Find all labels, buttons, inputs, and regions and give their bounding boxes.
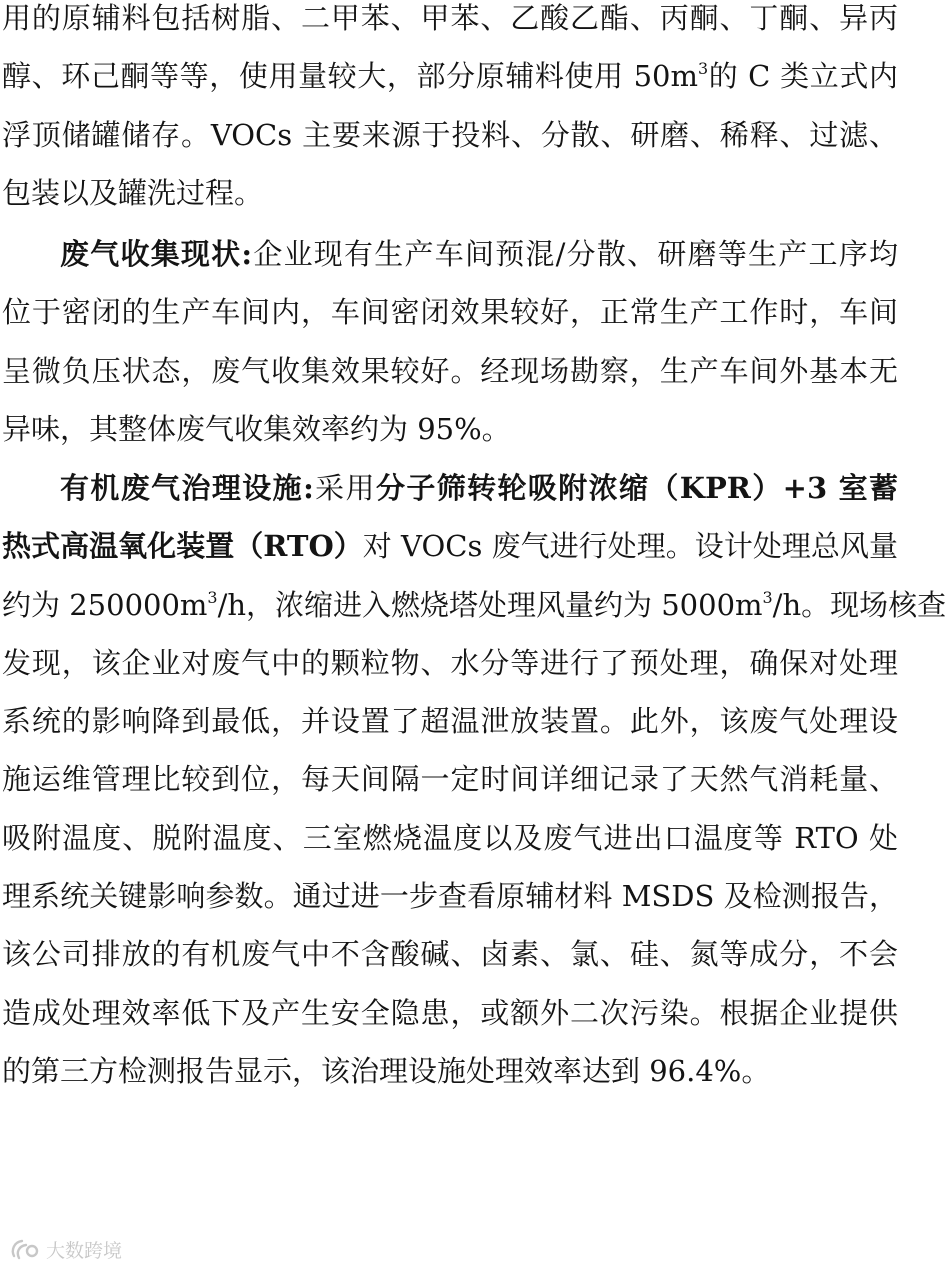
text-line: 废气收集现状:企业现有生产车间预混/分散、研磨等生产工序均	[60, 237, 898, 271]
text-line: 浮顶储罐储存。VOCs 主要来源于投料、分散、研磨、稀释、过滤、	[2, 117, 898, 152]
superscript: 3	[207, 587, 218, 607]
paragraph-treatment-facility	[0, 459, 946, 1100]
watermark	[10, 1236, 122, 1263]
emphasis-text: 热式高温氧化装置（RTO）	[2, 529, 363, 564]
text-line: 有机废气治理设施:采用分子筛转轮吸附浓缩（KPR）+3 室蓄	[60, 471, 898, 505]
emphasis-text: 分子筛转轮吸附浓缩（KPR）+3 室蓄	[375, 471, 898, 505]
text-line: 的第三方检测报告显示，该治理设施处理效率达到 96.4%。	[2, 1053, 771, 1088]
text-line: 异味，其整体废气收集效率约为 95%。	[2, 411, 511, 446]
text-line: 系统的影响降到最低，并设置了超温泄放装置。此外，该废气处理设	[2, 704, 898, 739]
watermark-text: 大数跨境	[46, 1240, 123, 1262]
text-line: 约为 $250000m^3/h$，浓缩进入燃烧塔处理风量约为 $5000m^3/h$。现场核查	[2, 587, 946, 622]
text-line: 包装以及罐洗过程。	[2, 175, 264, 210]
text-line: 用的原辅料包括树脂、二甲苯、甲苯、乙酸乙酯、丙酮、丁酮、异丙	[2, 1, 898, 35]
text-line: 该公司排放的有机废气中不含酸碱、卤素、氯、硅、氮等成分，不会	[2, 937, 898, 972]
text-line: 发现，该企业对废气中的颗粒物、水分等进行了预处理，确保对处理	[2, 645, 898, 680]
text-line: 热式高温氧化装置（RTO）对 VOCs 废气进行处理。设计处理总风量	[2, 529, 898, 564]
text-line: 醇、环己酮等等，使用量较大，部分原辅料使用 $50m^3$的 C 类立式内	[2, 59, 898, 94]
section-heading: 废气收集现状:	[60, 237, 253, 271]
superscript: 3	[762, 587, 773, 607]
text-line: 施运维管理比较到位，每天间隔一定时间详细记录了天然气消耗量、	[2, 762, 898, 797]
paragraph-raw-materials	[0, 0, 900, 222]
superscript: 3	[697, 59, 709, 79]
section-heading: 有机废气治理设施:	[60, 471, 314, 505]
text-line: 吸附温度、脱附温度、三室燃烧温度以及废气进出口温度等 RTO 处	[2, 820, 898, 855]
brand-logo-icon	[10, 1238, 40, 1262]
paragraph-gas-collection	[0, 225, 900, 458]
text-line: 位于密闭的生产车间内，车间密闭效果较好，正常生产工作时，车间	[2, 295, 898, 330]
text-line: 呈微负压状态，废气收集效果较好。经现场勘察，生产车间外基本无	[2, 353, 898, 388]
text-line: 造成处理效率低下及产生安全隐患，或额外二次污染。根据企业提供	[2, 995, 898, 1030]
text-line: 理系统关键影响参数。通过进一步查看原辅材料 MSDS 及检测报告，	[2, 879, 898, 914]
